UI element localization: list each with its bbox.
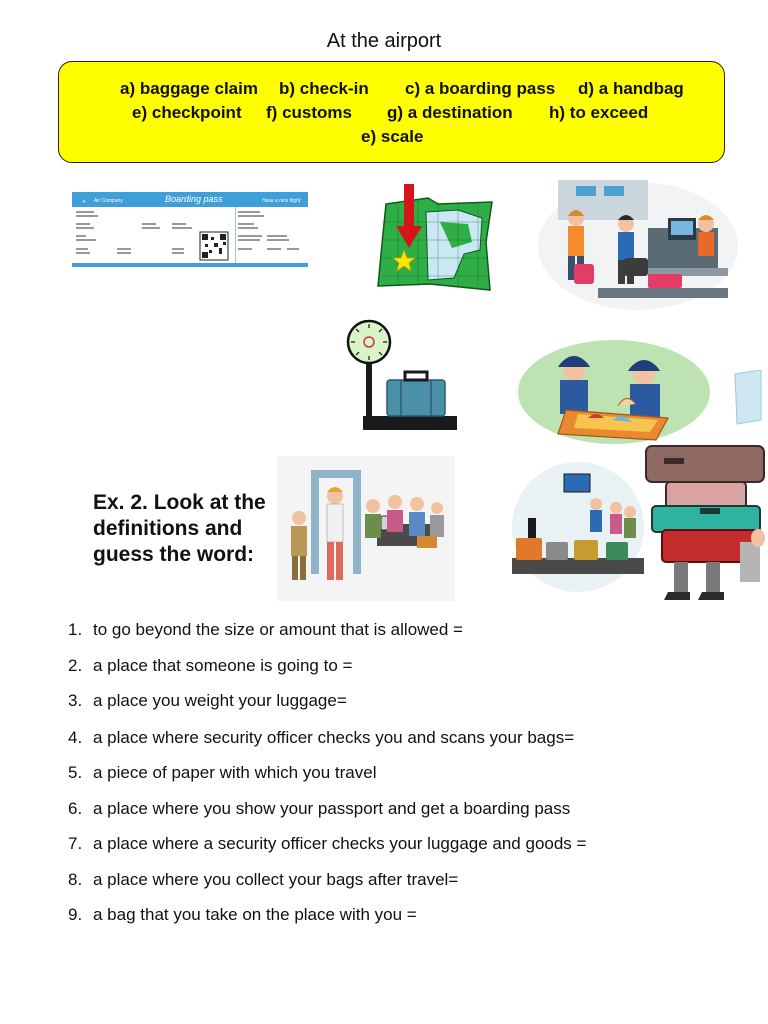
exercise-heading [93,490,283,568]
exercise-heading-line: Ex. 2. Look at the [93,491,266,514]
boarding-pass-tagline: Have a nice flight [262,198,301,204]
word-bank-item: e) checkpoint [132,103,242,122]
scale-image [345,318,460,433]
boarding-pass-image [72,190,308,270]
question-item: 3. a place you weight your luggage= [68,691,347,710]
destination-map-image [368,182,498,292]
word-bank-item: g) a destination [387,103,513,122]
partial-image-edge [733,370,763,425]
word-bank-item: a) baggage claim [120,79,258,98]
exercise-heading-line: definitions and [93,517,243,540]
word-bank-item: e) scale [361,127,424,146]
question-item: 7. a place where a security officer checks your luggage and goods = [68,834,587,853]
checkpoint-image [277,456,455,601]
customs-officers-image [518,340,710,445]
boarding-pass-company: Air Company [94,198,123,204]
question-item: 4. a place where security officer checks you and scans your bags= [68,728,575,747]
luggage-stack-image [640,442,768,607]
word-bank-item: c) a boarding pass [405,79,556,98]
word-bank-item: b) check-in [279,79,369,98]
word-bank-item: d) a handbag [578,79,684,98]
baggage-claim-image [512,462,644,592]
word-bank-item: f) customs [266,103,352,122]
question-item: 8. a place where you collect your bags after travel= [68,870,459,889]
boarding-pass-label: Boarding pass [165,194,223,204]
question-item: 2. a place that someone is going to = [68,656,353,675]
question-item: 6. a place where you show your passport and get a boarding pass [68,799,571,818]
svg-text:✈: ✈ [82,199,87,205]
word-bank-box [58,61,725,163]
question-item: 9. a bag that you take on the place with you = [68,905,417,924]
word-bank-item: h) to exceed [549,103,649,122]
question-item: 1. to go beyond the size or amount that is allowed = [68,620,463,639]
exercise-heading-line: guess the word: [93,543,255,566]
question-item: 5. a piece of paper with which you travel [68,763,377,782]
page-title: At the airport [326,30,442,52]
check-in-desk-image [538,180,738,310]
